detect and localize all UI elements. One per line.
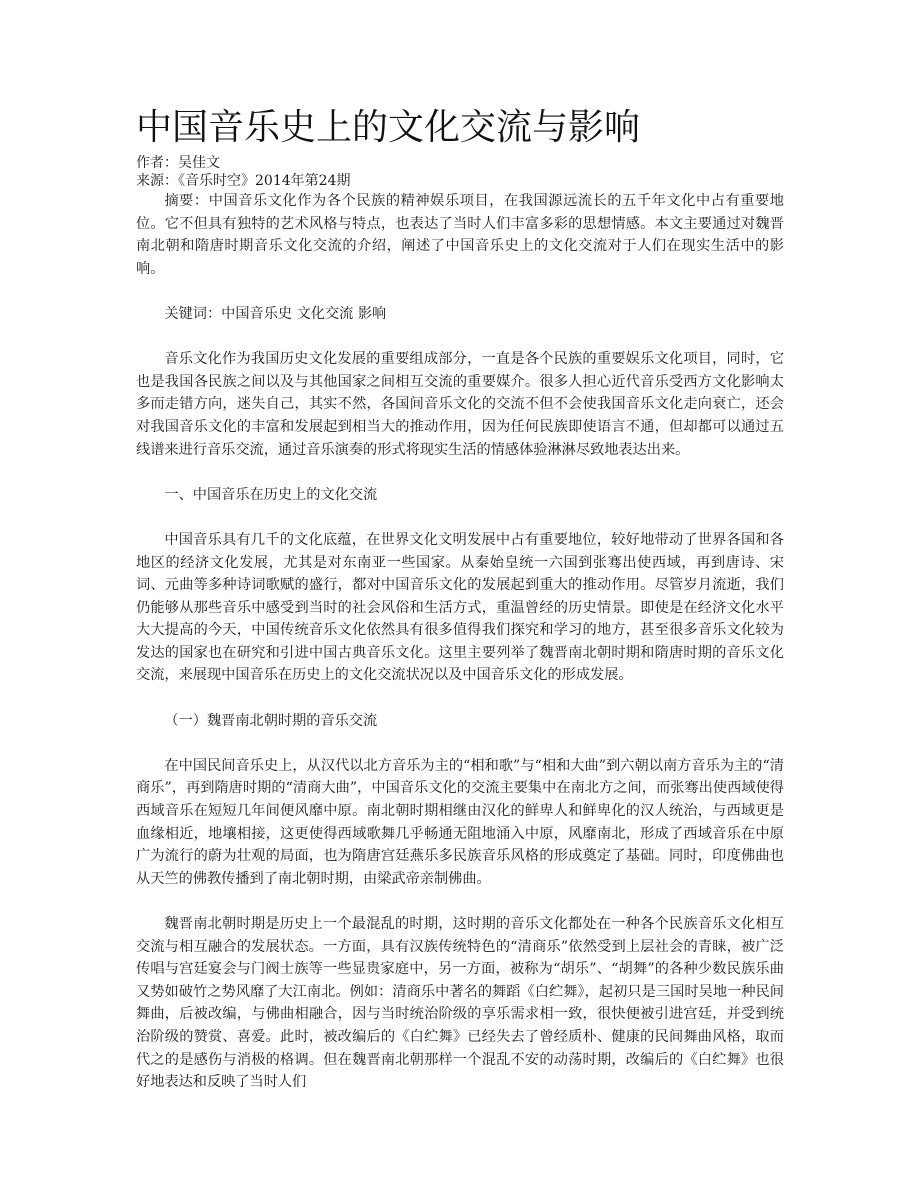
spacer [136,280,784,303]
spacer [136,506,784,529]
article-source: 来源：《音乐时空》2014年第24期 [136,173,351,189]
spacer [136,687,784,710]
section-heading-1: 一、中国音乐在历史上的文化交流 [164,486,378,503]
subsection1-paragraph-2: 魏晋南北朝时期是历史上一个最混乱的时期，这时期的音乐文化都处在一种各个民族音乐文化相互交流与相互融合的发展状态。一方面，具有汉族传统特色的“清商乐”依然受到上层社会的青睐，被广泛传唱与宫廷宴会与门阀士族等一些显贵家庭中，另一方面，被称为“胡乐”、“胡舞”的各种少数民族乐曲又势如破竹之势风靡了大江南北。例如：清商乐中著名的舞蹈《白纻舞》，起初只是三国时吴地一种民间舞曲，后被改编，与佛曲相融合，因与当时统治阶级的享乐需求相一致，很快便被引进宫廷，并受到统治阶级的赞赏、喜爱。此时，被改编后的《白纻舞》已经失去了曾经质朴、健康的民间舞曲风格，取而代之的是感伤与消极的格调。但在魏晋南北朝那样一个混乱不安的动荡时期，改编后的《白纻舞》也很好地表达和反映了当时人们 [136,916,784,1091]
spacer [136,732,784,755]
spacer [136,890,784,913]
intro-paragraph: 音乐文化作为我国历史文化发展的重要组成部分，一直是各个民族的重要娱乐文化项目，同时，它也是我国各民族之间以及与其他国家之间相互交流的重要媒介。很多人担心近代音乐受西方文化影响太多而走错方向，迷失自己，其实不然，各国间音乐文化的交流不但不会使我国音乐文化走向衰亡，还会对我国音乐文化的丰富和发展起到相当大的推动作用，因为任何民族即使语言不通，但却都可以通过五线谱来进行音乐交流，通过音乐演奏的形式将现实生活的情感体验淋淋尽致地表达出来。 [136,351,784,458]
subsection-heading-1: （一）魏晋南北朝时期的音乐交流 [164,712,378,729]
article-author: 作者：吴佳文 [136,155,220,171]
section1-paragraph: 中国音乐具有几千的文化底蕴，在世界文化文明发展中占有重要地位，较好地带动了世界各国和各地区的经济文化发展，尤其是对东南亚一些国家。从秦始皇统一六国到张骞出使西域，再到唐诗、宋词、元曲等多种诗词歌赋的盛行，都对中国音乐文化的发展起到重大的推动作用。尽管岁月流逝，我们仍能够从那些音乐中感受到当时的社会风俗和生活方式，重温曾经的历史情景。即使是在经济文化水平大大提高的今天，中国传统音乐文化依然具有很多值得我们探究和学习的地方，甚至很多音乐文化较为发达的国家也在研究和引进中国古典音乐文化。这里主要列举了魏晋南北朝时期和隋唐时期的音乐文化交流，来展现中国音乐在历史上的文化交流状况以及中国音乐文化的形成发展。 [136,531,784,684]
abstract-paragraph: 摘要：中国音乐文化作为各个民族的精神娱乐项目，在我国源远流长的五千年文化中占有重要地位。它不但具有独特的艺术风格与特点，也表达了当时人们丰富多彩的思想情感。本文主要通过对魏晋南北朝和隋唐时期音乐文化交流的介绍，阐述了中国音乐史上的文化交流对于人们在现实生活中的影响。 [136,193,784,277]
subsection1-paragraph-1: 在中国民间音乐史上，从汉代以北方音乐为主的“相和歌”与“相和大曲”到六朝以南方音乐为主的“清商乐”，再到隋唐时期的“清商大曲”，中国音乐文化的交流主要集中在南北方之间，而张骞出使西域使得西域音乐在短短几年间便风靡中原。南北朝时期相继由汉化的鲜卑人和鲜卑化的汉人统治，与西域更是血缘相近，地壤相接，这更使得西域歌舞几乎畅通无阻地涌入中原，风靡南北，形成了西域音乐在中原广为流行的蔚为壮观的局面，也为隋唐宫廷燕乐多民族音乐风格的形成奠定了基础。同时，印度佛曲也从天竺的佛教传播到了南北朝时期，由梁武帝亲制佛曲。 [136,757,784,887]
spacer [136,326,784,349]
spacer [136,461,784,484]
document-page [136,102,784,1094]
keywords-line: 关键词：中国音乐史 文化交流 影响 [164,305,387,322]
article-title: 中国音乐史上的文化交流与影响 [136,107,641,148]
